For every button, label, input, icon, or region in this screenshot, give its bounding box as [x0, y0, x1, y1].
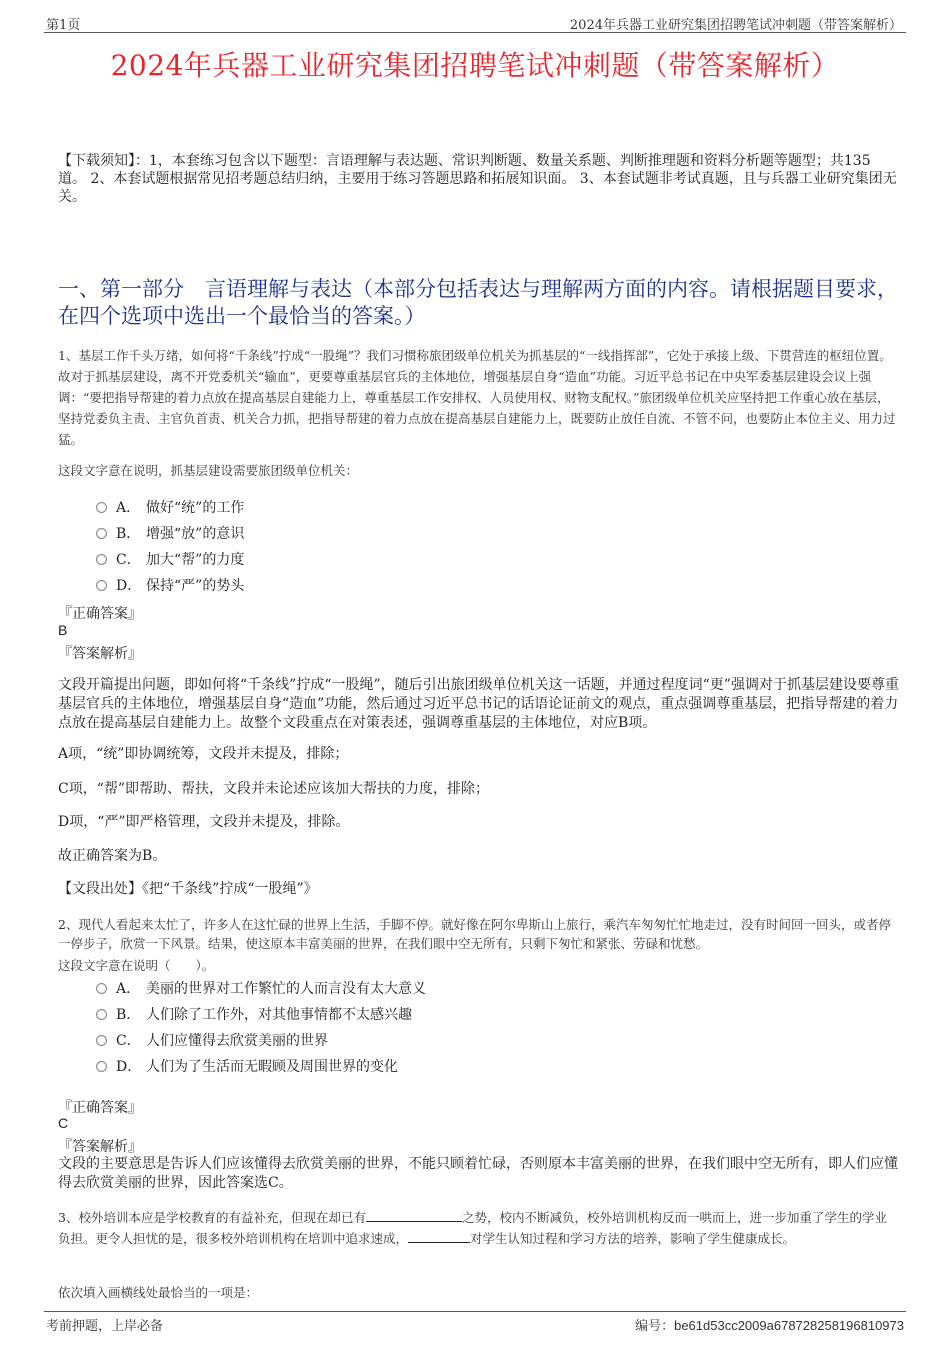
radio-icon[interactable]: [96, 528, 107, 539]
radio-icon[interactable]: [96, 1035, 107, 1046]
option-letter: B．: [116, 1007, 141, 1023]
q1-passage: 1、基层工作千头万绪，如何将“千条线”拧成“一股绳”？我们习惯称旅团级单位机关为抓基层的“一线指挥部”，它处于承接上级、下贯营连的枢纽位置。故对于抓基层建设，离不开党委机关“输血”，更要尊重基层官兵的主体地位，增强基层自身“造血”功能。习近平总书记在中央军委基层建设会议上强调：“要把指导帮建的着力点放在提高基层自建能力上，尊重基层工作安排权、人员使用权、财物支配权。”旅团级单位机关应坚持把工作重心放在基层，坚持党委负主责、主官负首责、机关合力抓，把指导帮建的着力点放在提高基层自建能力上，既要防止放任自流、不管不问，也要防止本位主义、用力过猛。: [58, 348, 896, 447]
option-letter: C．: [116, 552, 141, 568]
header-divider: [44, 32, 906, 33]
footer-code-value: be61d53cc2009a678728258196810973: [674, 1318, 904, 1333]
option-text: 人们除了工作外，对其他事情都不太感兴趣: [146, 1007, 412, 1023]
q1-note-a: A项，“统”即协调统筹，文段并未提及，排除；: [58, 746, 349, 762]
q1-analysis: 文段开篇提出问题，即如何将“千条线”拧成“一股绳”，随后引出旅团级单位机关这一话题，并通过程度词“更”强调对于抓基层建设要尊重基层官兵的主体地位，增强基层自身“造血”功能，然后通过习近平总书记的话语论证前文的观点，重点强调尊重基层，把指导帮建的着力点放在提高基层自建能力上。故整个文段重点在对策表述，强调尊重基层的主体地位，对应B项。: [58, 677, 899, 731]
q1-analysis-label: 『答案解析』: [58, 646, 142, 662]
option-text: 加大“帮”的力度: [146, 552, 245, 568]
option-text: 美丽的世界对工作繁忙的人而言没有太大意义: [146, 981, 426, 997]
radio-icon[interactable]: [96, 554, 107, 565]
footer-slogan: 考前押题，上岸必备: [46, 1319, 164, 1334]
footer-code-label: 编号：: [635, 1319, 675, 1334]
q2-answer: C: [58, 1115, 69, 1131]
radio-icon[interactable]: [96, 1009, 107, 1020]
q1-option-d[interactable]: [96, 575, 244, 595]
q2-stem: 这段文字意在说明（ ）。: [58, 958, 215, 973]
q2-option-a[interactable]: [96, 978, 426, 998]
option-text: 保持“严”的势头: [146, 578, 245, 594]
option-letter: A．: [116, 981, 141, 997]
q1-answer: B: [58, 622, 68, 638]
q3-stem: 依次填入画横线处最恰当的一项是：: [58, 1285, 259, 1300]
option-letter: D．: [116, 578, 142, 594]
q1-option-a[interactable]: [96, 497, 244, 517]
header-page-label: 第1页: [46, 18, 81, 33]
q2-option-c[interactable]: [96, 1030, 328, 1050]
option-text: 人们为了生活而无暇顾及周围世界的变化: [146, 1059, 398, 1075]
q3-text-part1: 3、校外培训本应是学校教育的有益补充，但现在却已有: [58, 1210, 366, 1225]
section-title: 一、第一部分 言语理解与表达（本部分包括表达与理解两方面的内容。请根据题目要求，在四个选项中选出一个最恰当的答案。）: [58, 277, 898, 328]
q2-analysis-label: 『答案解析』: [58, 1139, 142, 1155]
option-letter: C．: [116, 1033, 141, 1049]
option-text: 增强“放”的意识: [146, 526, 245, 542]
q2-analysis: 文段的主要意思是告诉人们应该懂得去欣赏美丽的世界，不能只顾着忙碌，否则原本丰富美丽的世界，在我们眼中空无所有，即人们应懂得去欣赏美丽的世界，因此答案选C。: [58, 1156, 898, 1191]
q3-blank-2[interactable]: [408, 1230, 470, 1243]
q3-text-part3: 对学生认知过程和学习方法的培养，影响了学生健康成长。: [470, 1231, 796, 1246]
radio-icon[interactable]: [96, 502, 107, 513]
q1-answer-label: 『正确答案』: [58, 606, 142, 622]
q2-passage: 2、现代人看起来太忙了，许多人在这忙碌的世界上生活，手脚不停。就好像在阿尔卑斯山上旅行，乘汽车匆匆忙忙地走过，没有时间回一回头，或者停一停步子，欣赏一下风景。结果，使这原本丰富美丽的世界，在我们眼中空无所有，只剩下匆忙和紧张、劳碌和忧愁。: [58, 917, 891, 951]
q1-option-b[interactable]: [96, 523, 244, 543]
q1-source: 【文段出处】《把“千条线”拧成“一股绳”》: [58, 881, 318, 897]
q2-option-d[interactable]: [96, 1056, 398, 1076]
footer-divider: [44, 1311, 906, 1312]
q3-blank-1[interactable]: [366, 1209, 462, 1222]
q1-stem: 这段文字意在说明，抓基层建设需要旅团级单位机关：: [58, 463, 359, 478]
q1-note-d: D项，“严”即严格管理，文段并未提及，排除。: [58, 814, 350, 830]
q3-text-part2: 之势，校内不断减负，校外培训机构反而一哄而上，进一步加重了学生的学业负担。更令人担忧的是，很多校外培训机构在培训中追求速成，: [58, 1210, 887, 1246]
option-letter: A．: [116, 500, 141, 516]
q2-option-b[interactable]: [96, 1004, 412, 1024]
option-text: 人们应懂得去欣赏美丽的世界: [146, 1033, 328, 1049]
q1-conclusion: 故正确答案为B。: [58, 848, 167, 864]
option-letter: B．: [116, 526, 141, 542]
radio-icon[interactable]: [96, 580, 107, 591]
download-notice: 【下载须知】：1，本套练习包含以下题型：言语理解与表达题、常识判断题、数量关系题、判断推理题和资料分析题等题型；共135道。 2、本套试题根据常见招考题总结归纳，主要用于练习答题思路和拓展知识面。 3、本套试题非考试真题，且与兵器工业研究集团无关。: [58, 153, 897, 205]
radio-icon[interactable]: [96, 983, 107, 994]
header-doc-title: 2024年兵器工业研究集团招聘笔试冲刺题（带答案解析）: [569, 18, 902, 33]
q1-note-c: C项，“帮”即帮助、帮扶，文段并未论述应该加大帮扶的力度，排除；: [58, 781, 490, 797]
q1-option-c[interactable]: [96, 549, 244, 569]
q2-answer-label: 『正确答案』: [58, 1100, 142, 1116]
option-letter: D．: [116, 1059, 142, 1075]
radio-icon[interactable]: [96, 1061, 107, 1072]
footer-code: [635, 1315, 904, 1334]
page-title: 2024年兵器工业研究集团招聘笔试冲刺题（带答案解析）: [110, 49, 840, 82]
option-text: 做好“统”的工作: [146, 500, 245, 516]
q3-passage: [58, 1207, 898, 1249]
